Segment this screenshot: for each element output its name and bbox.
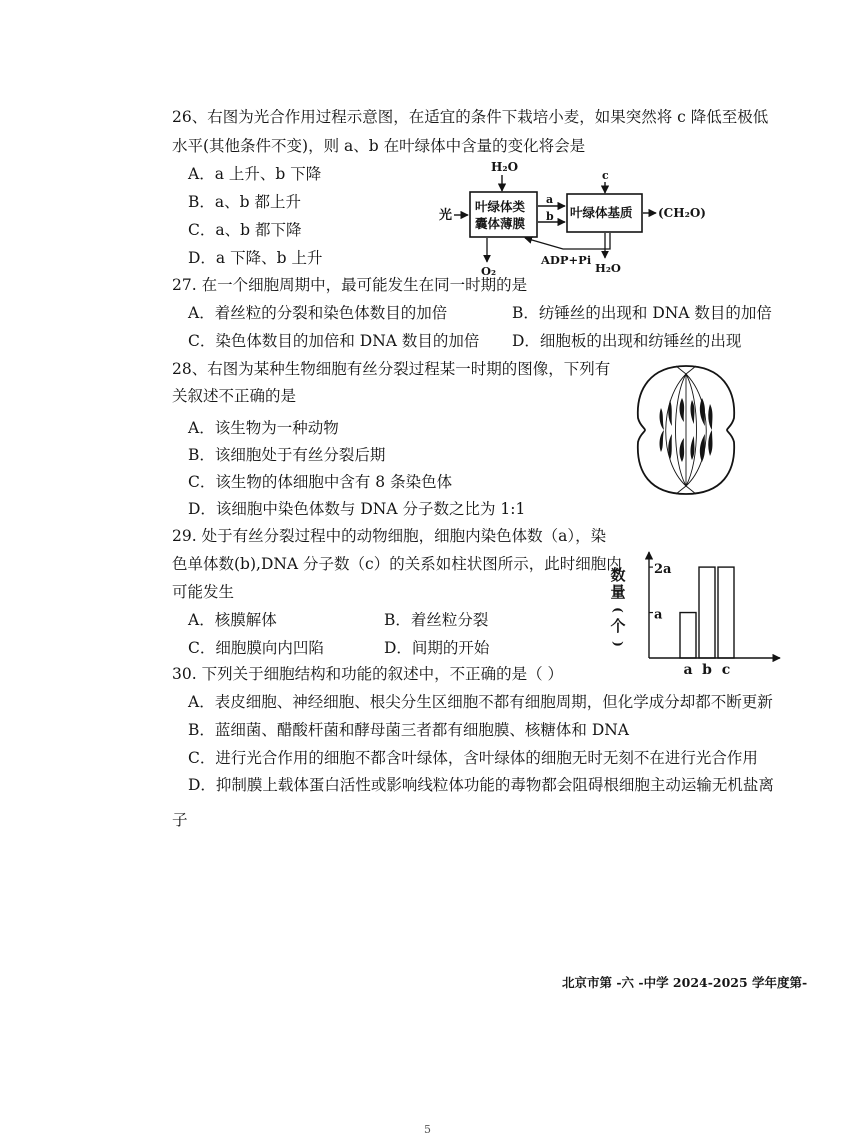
q26-option-d: D．a 下降、b 上升 (188, 249, 323, 267)
diagram-adp: ADP+Pi (541, 253, 592, 267)
q28-stem-line1: 28、右图为某种生物细胞有丝分裂过程某一时期的图像，下列有 (172, 360, 611, 378)
q29-option-a: A．核膜解体 (188, 611, 277, 629)
page-number: 5 (424, 1123, 431, 1136)
x-tick-label-c: c (721, 662, 731, 678)
q30-option-b: B．蓝细菌、醋酸杆菌和酵母菌三者都有细胞膜、核糖体和 DNA (188, 721, 630, 739)
y-tick-label-a: a (654, 607, 663, 623)
footer-school-line: 北京市第 -六 -中学 2024-2025 学年度第- (562, 975, 808, 990)
q29-stem-line2: 色单体数(b),DNA 分子数（c）的关系如柱状图所示，此时细胞内 (172, 555, 622, 573)
q30-option-c: C．进行光合作用的细胞不都含叶绿体，含叶绿体的细胞无时无刻不在进行光合作用 (188, 749, 758, 767)
x-tick-label-b: b (702, 662, 712, 678)
q30-option-d-tail: 子 (172, 811, 188, 829)
diagram-thylakoid-line1: 叶绿体类 (475, 199, 526, 214)
q28-option-d: D．该细胞中染色体数与 DNA 分子数之比为 1:1 (188, 500, 526, 518)
q29-option-d: D．间期的开始 (384, 639, 490, 657)
q28-option-c: C．该生物的体细胞中含有 8 条染色体 (188, 473, 453, 491)
y-axis-label-char: ( (611, 607, 625, 613)
diagram-c-label: c (602, 169, 609, 182)
q29-option-c: C．细胞膜向内凹陷 (188, 639, 324, 657)
bar-b (699, 567, 715, 658)
q27-option-c: C．染色体数目的加倍和 DNA 数目的加倍 (188, 332, 480, 350)
photosynthesis-diagram (435, 158, 725, 278)
bar-chart (592, 544, 788, 680)
diagram-h2o-top: H₂O (491, 160, 519, 174)
q28-option-b: B．该细胞处于有丝分裂后期 (188, 446, 386, 464)
diagram-stroma: 叶绿体基质 (570, 205, 633, 220)
y-axis-label-char: 数 (610, 566, 626, 584)
anaphase-cell-illustration (630, 360, 742, 500)
q30-stem: 30. 下列关于细胞结构和功能的叙述中，不正确的是（ ） (172, 665, 564, 683)
q26-stem-line1: 26、右图为光合作用过程示意图，在适宜的条件下栽培小麦，如果突然将 c 降低至极低 (172, 108, 769, 126)
chart-ylabel (610, 566, 625, 647)
diagram-arrow-b-label: b (546, 210, 554, 223)
y-axis-label-char: 个 (610, 617, 626, 635)
q29-stem-line1: 29. 处于有丝分裂过程中的动物细胞，细胞内染色体数（a），染 (172, 527, 607, 545)
q30-option-a: A．表皮细胞、神经细胞、根尖分生区细胞不都有细胞周期，但化学成分却都不断更新 (188, 693, 773, 711)
q29-stem-line3: 可能发生 (172, 583, 235, 601)
bar-c (718, 567, 734, 658)
y-axis-label-char: 量 (610, 583, 626, 601)
q26-option-c: C．a、b 都下降 (188, 221, 302, 239)
q26-stem-line2: 水平(其他条件不变)，则 a、b 在叶绿体中含量的变化将会是 (172, 137, 586, 155)
diagram-product: (CH₂O) (658, 206, 706, 220)
q28-option-a: A．该生物为一种动物 (188, 419, 339, 437)
x-tick-label-a: a (683, 662, 693, 678)
q29-option-b: B．着丝粒分裂 (384, 611, 489, 629)
q26-option-a: A．a 上升、b 下降 (188, 165, 322, 183)
diagram-thylakoid-line2: 囊体薄膜 (475, 216, 526, 231)
bar-a (680, 613, 696, 658)
q28-stem-line2: 关叙述不正确的是 (172, 387, 297, 405)
y-axis-label-char: ) (611, 641, 625, 647)
diagram-o2: O₂ (481, 264, 497, 278)
y-tick-label-2a: 2a (654, 562, 672, 578)
q27-option-a: A．着丝粒的分裂和染色体数目的加倍 (188, 304, 448, 322)
diagram-h2o-bottom: H₂O (595, 261, 621, 275)
q30-option-d: D．抑制膜上载体蛋白活性或影响线粒体功能的毒物都会阻碍根细胞主动运输无机盐离 (188, 776, 774, 794)
diagram-arrow-a-label: a (546, 193, 554, 206)
q27-option-d: D．细胞板的出现和纺锤丝的出现 (512, 332, 742, 350)
diagram-light: 光 (439, 208, 453, 223)
q27-option-b: B．纺锤丝的出现和 DNA 数目的加倍 (512, 304, 772, 322)
q27-stem: 27. 在一个细胞周期中，最可能发生在同一时期的是 (172, 276, 528, 294)
q26-option-b: B．a、b 都上升 (188, 193, 301, 211)
